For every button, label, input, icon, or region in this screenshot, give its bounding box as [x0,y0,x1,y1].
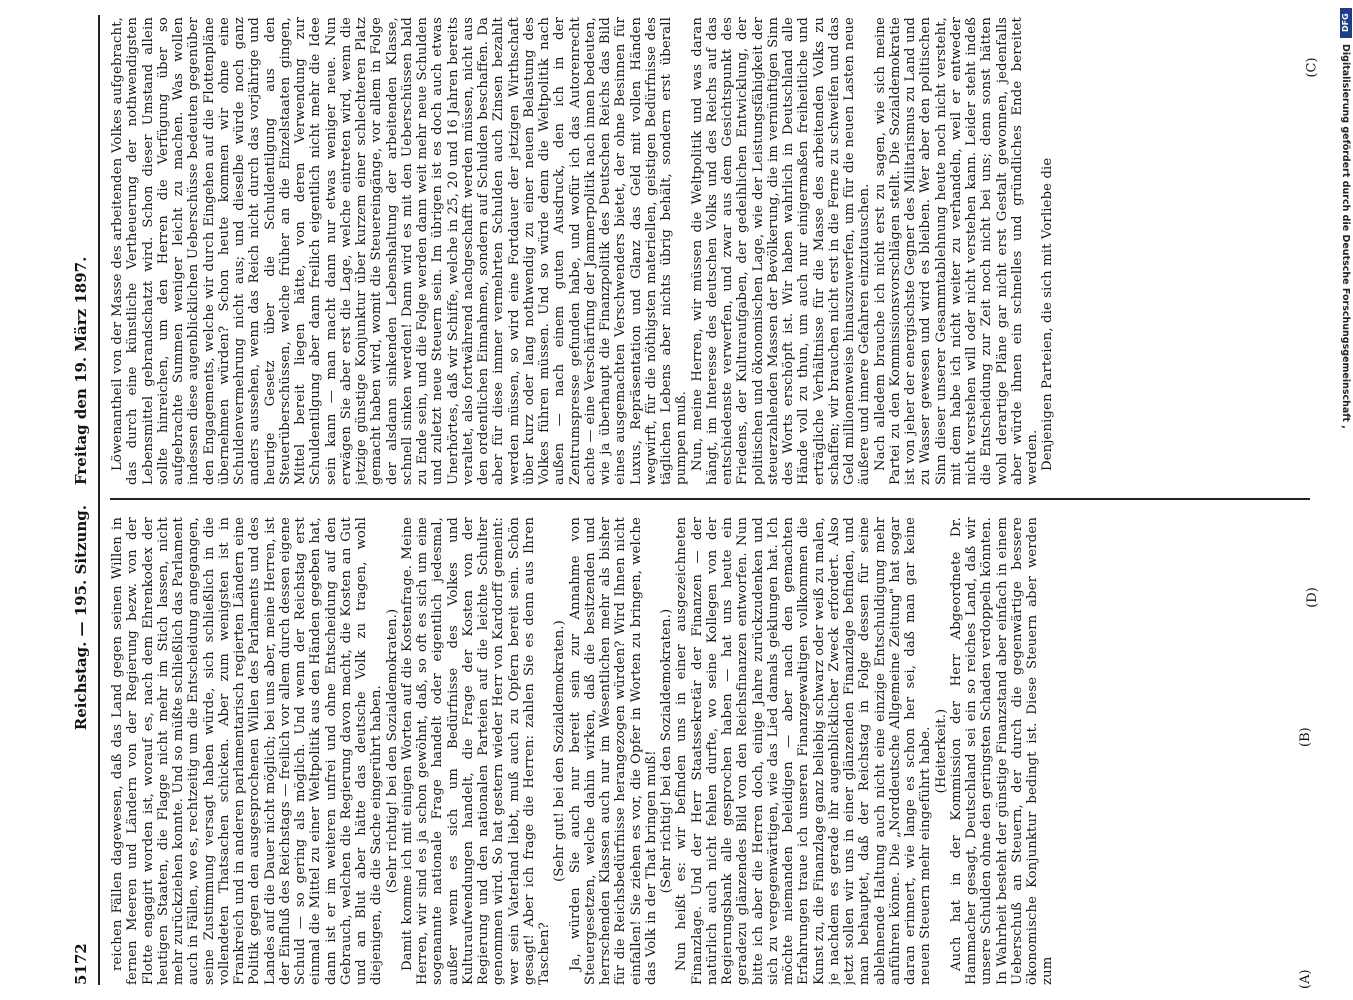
header-rule [98,15,100,985]
rotated-page-content [66,15,1334,989]
paragraph: (Sehr gut! bei den Sozialdemokraten.) [552,620,568,882]
paragraph: Nun heißt es: wir befinden uns in einer ausgezeichneten Finanzlage. Und der Herr Staatssekretär der Finanzen — der natürlich auch nicht fehlen durfte, wo seine Kollegen von der Regierungsbank alle gesprochen haben — hat uns heute ein geradezu glänzendes Bild von den Reichsfinanzen entworfen. Nun bitte ich aber die Herren doch, einige Jahre zurückzudenken und sich zu vergegenwärtigen, wie das Lied damals geklungen hat. Ich möchte niemanden beleidigen — aber nach den gemachten Erfahrungen traue ich unseren Finanzgewaltigen vollkommen die Kunst zu, die Finanzlage ganz beliebig schwarz oder weiß zu malen, je nachdem es gerade ihr augenblicklicher Zweck erfordert. Also jetzt sollen wir uns in einer glänzenden Finanzlage befinden, und man behauptet, daß der Reichstag in Folge dessen für seine ablehnende Haltung auch nicht eine einzige Entschuldigung mehr anführen könne. Die „Norddeutsche Allgemeine Zeitung" hat sogar daran erinnert, wie lange es schon her sei, daß man gar keine neuen Steuern mehr eingeführt habe. [674,517,934,985]
paragraph: reichen Fällen dagewesen, daß das Land gegen seinen Willen in fernen Meeren und Ländern von der Regierung bezw. von der Flotte engagirt worden ist, worauf es, nach dem Ehrenkodex der heutigen Staaten, die Flagge nicht mehr im Stich lassen, nicht mehr zurückziehen konnte. Und so müßte schließlich das Parlament auch in Fällen, wo es, rechtzeitig um die Entscheidung angegangen, seine Zustimmung versagt haben würde, sich schließlich in die vollendeten Thatsachen schicken. Aber zum wenigsten ist in Frankreich und in anderen parlamentarisch regierten Ländern eine Politik gegen den ausgesprochenen Willen des Parlaments und des Landes auf die Dauer nicht möglich; bei uns aber, meine Herren, ist der Einfluß des Reichstags — freilich vor allem durch dessen eigene Schuld — so gering als möglich. Und wenn der Reichstag erst einmal die Mittel zu einer Weltpolitik aus den Händen gegeben hat, dann ist er im weiteren unfrei und ohne Entscheidung auf den Gebrauch, welchen die Regierung davon macht, die Kosten an Gut und an Blut aber hätte das deutsche Volk zu tragen, wohl diejenigen, die die Sache eingerührt haben. [110,517,385,985]
paragraph: Nun, meine Herren, wir müssen die Weltpolitik und was daran hängt, im Interesse des deutschen Volks und des Reichs auf das entschiedenste verwerfen, und zwar aus dem Gesichtspunkt des Friedens, der Kulturaufgaben, der gedeihlichen Entwicklung, der politischen und ökonomischen Lage, wie der Leistungsfähigkeit der steuerzahlenden Massen der Bevölkerung, die im vernünftigen Sinn des Worts erschöpft ist. Wir haben wahrlich in Deutschland alle Hände voll zu thun, um auch nur einigermaßen freiheitliche und erträgliche Verhältnisse für die Masse des arbeitenden Volks zu schaffen; wir brauchen nicht erst in die Ferne zu schweifen und das Geld millionenweise hinauszuwerfen, um für die neuen Lasten neue äußere und innere Gefahren einzutauschen. [689,17,873,485]
header-title-right: Freitag den 19. März 1897. [72,256,90,485]
paragraph: Löwenantheil von der Masse des arbeitenden Volkes aufgebracht, das durch eine künstliche Vertheuerung der nothwendigsten Lebensmittel gebrandschatzt wird. Schon dieser Umstand allein sollte hinreichen, um den Herren die Verfügung über so aufgebrachte Summen weniger leicht zu machen. Was wollen indessen diese augenblicklichen Ueberschüsse bedeuten gegenüber den Engagements, welche wir durch Eingehen auf die Flottenpläne übernehmen würden? Schon heute kommen wir ohne eine Schuldenvermehrung nicht aus; und dieselbe würde noch ganz anders aussehen, wenn das Reich nicht durch das vorjährige und heurige Gesetz über die Schuldentilgung aus den Steuerüberschüssen, welche früher an die Einzelstaaten gingen, Mittel bereit liegen hätte, von deren Verwendung zur Schuldentilgung aber dann freilich eigentlich nicht mehr die Idee sein kann — man macht dann nur etwas weniger neue. Nun erwägen Sie aber erst die Lage, welche eintreten wird, wenn die jetzige günstige Konjunktur über kurzem einer schlechteren Platz gemacht haben wird, womit die Steuereingänge, vor allem in Folge der alsdann sinkenden Lebenshaltung der arbeitenden Klasse, schnell sinken werden! Dann wird es mit den Ueberschüssen bald zu Ende sein, und die Folge werden dann weit mehr neue Schulden und zuletzt neue Steuern sein. Im übrigen ist es doch auch etwas Unerhörtes, daß wir Schiffe, welche in 25, 20 und 16 Jahren bereits veraltet, also fortwährend nachgeschafft werden müssen, nicht aus den ordentlichen Einnahmen, sondern auf Schulden beschaffen. Da aber für diese immer vermehrten Schulden auch Zinsen bezahlt werden müssen, so wird eine Fortdauer der jetzigen Wirthschaft über kurz oder lang nothwendig zu einer neuen Belastung des Volkes führen müssen. Und so würde denn die Weltpolitik nach außen — nach einem guten Ausdruck, den ich in der Zentrumspresse gefunden habe, und wofür ich das Autorenrecht achte — eine Verschärfung der Jammerpolitik nach innen bedeuten, wie ja überhaupt die Finanzpolitik des Deutschen Reichs das Bild eines ausgemachten Verschwenders bietet, der ohne Besinnen für Luxus, Repräsentation und Glanz das Geld mit vollen Händen wegwirft, für die nöthigsten materiellen, geistigen Bedürfnisse des täglichen Lebens aber nichts übrig behält, sondern erst überall pumpen muß. [110,17,690,485]
margin-mark-a: (A) [1298,969,1313,989]
page-number: 5172 [72,943,90,985]
paragraph: Damit komme ich mit einigen Worten auf die Kostenfrage. Meine Herren, wir sind es ja schon gewöhnt, daß, so oft es sich um eine sogenannte nationale Frage handelt oder eigentlich jedesmal, außer wenn es sich um Bedürfnisse des Volkes und Kulturaufwendungen handelt, die Frage der Kosten von der Regierung und den nationalen Parteien auf die leichte Schulter genommen wird. So hat gestern wieder Herr von Kardorff gemeint: wer sein Vaterland liebt, muß auch zu Opfern bereit sein. Schön gesagt! Aber ich frage die Herren: zahlen Sie es denn aus Ihren Taschen? [399,517,552,985]
margin-mark-d: (D) [1304,587,1320,608]
right-column [110,17,1320,485]
paragraph: Auch hat in der Kommission der Herr Abgeordnete Dr. Hammacher gesagt, Deutschland sei ein so reiches Land, daß wir unsere Schulden ohne den geringsten Schaden verdoppeln könnten. In Wahrheit besteht der günstige Finanzstand aber einfach in einem Ueberschuß an Steuern, der durch die gegenwärtige bessere ökonomische Konjunktur bedingt ist. Diese Steuern aber werden zum [948,517,1056,985]
digitization-watermark [1340,8,1353,998]
dfg-logo: DFG [1340,8,1352,38]
paragraph: Ja, würden Sie auch nur bereit sein zur Annahme von Steuergesetzen, welche dahin wirken, daß die besitzenden und herrschenden Klassen auch nur im Wesentlichen mehr als bisher für die Reichsbedürfnisse herangezogen würden? Wird Ihnen nicht einfallen! Sie ziehen es vor, die Opfer in Worten zu bringen, welche das Volk in der That bringen muß! [567,517,659,985]
paragraph: (Sehr richtig! bei den Sozialdemokraten.) [659,608,674,894]
margin-mark-b: (B) [1298,727,1313,747]
paragraph: Denjenigen Parteien, die sich mit Vorliebe die [1040,157,1056,471]
header-title-left: Reichstag. — 195. Sitzung. [72,505,90,731]
watermark-text: Digitalisierung gefördert durch die Deutsche Forschungsgemeinschaft , [1340,44,1351,429]
paragraph: (Heiterkeit.) [933,708,949,794]
paragraph: Nach alledem brauche ich nicht erst zu sagen, wie sich meine Partei zu den Kommissionsvorschlägen stellt. Die Sozialdemokratie ist von jeher der energischste Gegner des Militarismus zu Land und zu Wasser gewesen und wird es bleiben. Wer aber den politischen Sinn dieser unserer Gesammtablehnung heute noch nicht versteht, mit dem habe ich nicht weiter zu verhandeln, weil er entweder nicht verstehen will oder nicht verstehen kann. Leider steht indeß die Entscheidung zur Zeit noch nicht bei uns; denn sonst hätten wohl derartige Pläne gar nicht erst Gestalt gewonnen, jedenfalls aber würde ihnen ein schnelles und gründliches Ende bereitet werden. [872,17,1040,485]
column-divider [110,499,1310,501]
page-header [66,15,96,985]
left-column [110,517,1320,985]
margin-mark-c: (C) [1304,57,1320,78]
paragraph: (Sehr richtig! bei den Sozialdemokraten.) [384,608,400,894]
